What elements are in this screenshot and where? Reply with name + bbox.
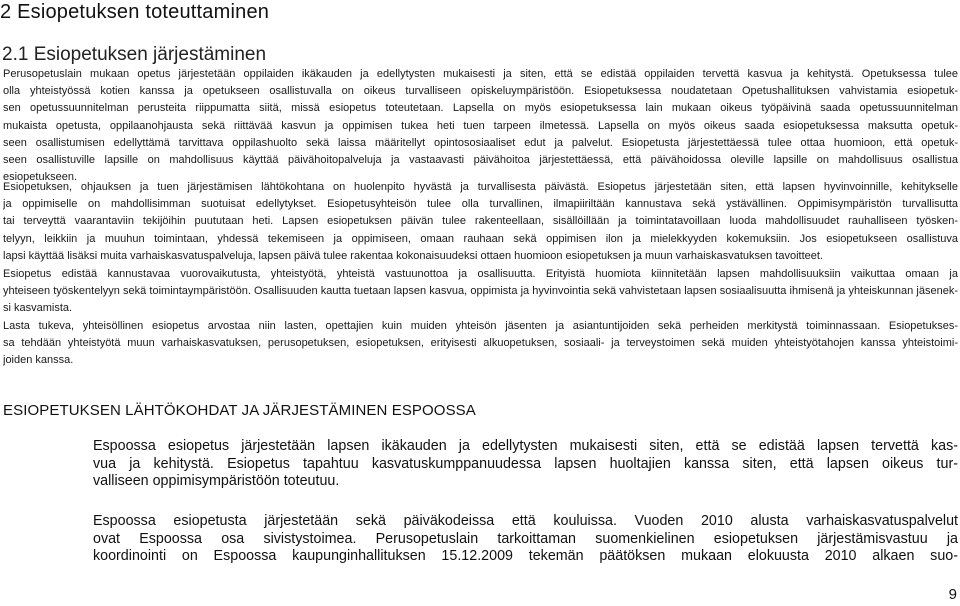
espoo-section-title: ESIOPETUKSEN LÄHTÖKOHDAT JA JÄRJESTÄMINEN ESPOOSSA — [3, 402, 476, 419]
section-heading: 2.1 Esiopetuksen järjestäminen — [2, 44, 267, 65]
text-line: lapsi käyttää lisäksi muita varhaiskasvatuspalveluja, lapsen päivä tulee rakentaa kokonaisuudeksi ottaen huomioon esiopetuksen ja muun varhaiskasvatuksen tavoitteet. — [3, 249, 823, 262]
text-line: esiopetukseen. — [3, 171, 77, 184]
text-line: Espoossa esiopetusta järjestetään sekä päiväkodeissa että kouluissa. Vuoden 2010 alusta varhaiskasvatuspalvelut — [93, 513, 958, 529]
text-line: Esiopetuksen, ohjauksen ja tuen järjestämisen lähtökohtana on huolenpito hyvästä ja turvallisesta päivästä. Esiopetus järjestetään siten, että lapsen hyvinvoinnille, kehitykselle — [3, 181, 958, 193]
text-line: sen opetussuunnitelman perusteita riippumatta siitä, missä esiopetus toteutetaan. Lapsella on myös esiopetuksessa lain mukaan oikeus työpäivinä saada opetussuunnitelman — [3, 102, 958, 115]
text-line: vua ja kehitystä. Esiopetus tapahtuu kasvatuskumppanuudessa lapsen huoltajien kanssa siten, että lapsen oikeus tur- — [93, 455, 958, 472]
text-line: Lasta tukeva, yhteisöllinen esiopetus arvostaa niin lasten, opettajien kuin muiden yhteisön jäsenten ja asiantuntijoiden sekä perheiden merkitystä toiminnassaan. Esiopetukses- — [3, 320, 958, 332]
text-line: valliseen oppimisympäristöön toteutuu. — [93, 473, 340, 489]
intro-paragraph-2 — [93, 513, 958, 566]
text-line: Esiopetus edistää kannustavaa vuorovaikutusta, yhteistyötä, yhteistä vastuunottoa ja osallisuutta. Erityistä huomiota kiinnitetään lapsen mahdollisuuksiin vaikuttaa omaan ja — [3, 268, 958, 280]
text-line: si kasvamista. — [3, 302, 73, 315]
text-line: telyyn, leikkiin ja muuhun toimintaan, yhdessä tekemiseen ja oppimiseen, omaan rauhaan sekä oppimisen ilon ja mielekkyyden kokemuksiin. Jos esiopetukseen osallistuva — [3, 232, 958, 245]
paragraph-3 — [3, 266, 958, 318]
paragraph-2 — [3, 179, 958, 265]
intro-paragraph-1 — [93, 438, 958, 491]
text-line: seen osallistuville lapsille on mahdollisuus käyttää päivähoitopalveluja ja vastaavasti päivähoitoa järjestettäessä, että päivähoidossa oleville lapsille on mahdollisuus osallistua — [3, 154, 958, 167]
paragraph-1 — [3, 66, 958, 186]
text-line: yhteiseen työskentelyyn sekä toimintaympäristöön. Osallisuuden kautta tuetaan lapsen kasvua, oppimista ja hyvinvointia sekä vahvistetaan lapsen sosiaalisuutta ihmisenä ja yhteiskunnan jäsenek- — [3, 285, 958, 298]
text-line: joiden kanssa. — [3, 354, 74, 367]
text-line: tai terveyttä vaarantaviin tekijöihin puututaan heti. Lapsen esiopetuksen päivän tulee rakenteellaan, sisällöillään ja toimintatavoillaan luoda mahdollisuudet rauhalliseen työsken- — [3, 215, 958, 228]
text-line: seen osallistumisen edellyttämä tarvittava oppilashuolto sekä laissa määritellyt opintososiaaliset edut ja palvelut. Esiopetusta järjestettäessä tulee ottaa huomioon, että opetuk- — [3, 136, 958, 149]
text-line: ovat Espoossa osa sivistystoimea. Perusopetuslain tarkoittaman suomenkielinen esiopetuksen järjestämisvastuu ja — [93, 530, 958, 547]
text-line: koordinointi on Espoossa kaupunginhallituksen 15.12.2009 tekemän päätöksen mukaan elokuusta 2010 alkaen suo- — [93, 548, 958, 564]
text-line: sa tehdään yhteistyötä muun varhaiskasvatuksen, perusopetuksen, esiopetuksen, erityisesti alkuopetuksen, sosiaali- ja terveystoimen sekä muiden yhteistyötahojen kanssa yhteistoimi- — [3, 337, 958, 350]
text-line: ja oppimiselle on mahdollisimman suotuisat edellytykset. Esiopetusyhteisön tulee olla turvallinen, ilmapiiriltään kannustava sekä ystävällinen. Oppimisympäristön turvallisutta — [3, 198, 958, 211]
paragraph-4 — [3, 318, 958, 370]
page-number: 9 — [948, 586, 957, 603]
text-line: Perusopetuslain mukaan opetus järjestetään oppilaiden ikäkauden ja edellytysten mukaisesti ja siten, että se edistää oppilaiden tervettä kasvua ja kehitystä. Opetuksessa tulee — [3, 68, 958, 80]
text-line: Espoossa esiopetus järjestetään lapsen ikäkauden ja edellytysten mukaisesti siten, että se edistää lapsen tervettä kas- — [93, 438, 958, 454]
text-line: mukaista opetusta, oppilaanohjausta sekä riittävää kasvun ja oppimisen tukea heti tuen tarpeen ilmetessä. Lapsella on myös oikeus saada esiopetuksessa maksutta opetuk- — [3, 119, 958, 132]
text-line: olla yhteistyössä kotien kanssa ja opetukseen osallistuvalla on oikeus turvalliseen opiskeluympäristöön. Esiopetuksessa noudatetaan Opetushallituksen vahvistamia esiopetuk- — [3, 85, 958, 98]
chapter-heading: 2 Esiopetuksen toteuttaminen — [0, 1, 270, 23]
